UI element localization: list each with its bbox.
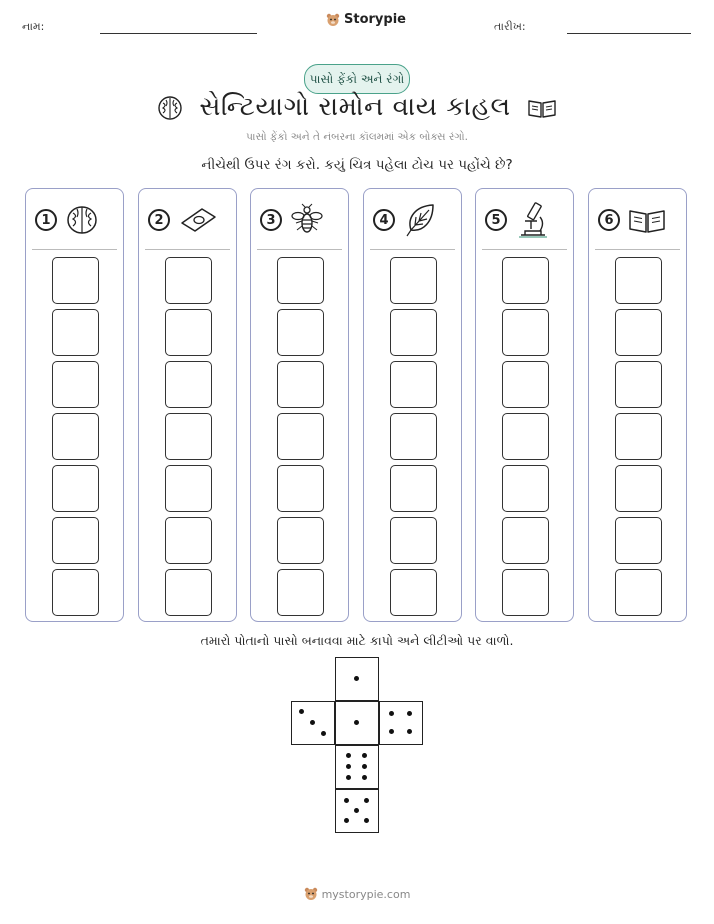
bear-logo-icon: [304, 887, 318, 901]
book-icon: [527, 97, 557, 119]
die-face-1: [335, 701, 379, 745]
column-divider: [595, 249, 680, 250]
date-label: તારીખ:: [494, 20, 526, 33]
subtitle: પાસો ફેંકો અને તે નંબરના કૉલમમાં એક બોક્સ રંગો.: [246, 131, 468, 143]
color-box[interactable]: [277, 413, 324, 460]
date-line[interactable]: [567, 33, 691, 34]
column-header: [485, 203, 567, 237]
color-box[interactable]: [165, 309, 212, 356]
microscope-icon: [515, 201, 549, 239]
die-face-6: [335, 745, 379, 789]
color-box[interactable]: [502, 361, 549, 408]
color-box[interactable]: [390, 361, 437, 408]
column-number: 5: [485, 209, 507, 231]
name-line[interactable]: [100, 33, 257, 34]
color-box[interactable]: [502, 465, 549, 512]
color-box[interactable]: [390, 517, 437, 564]
color-box[interactable]: [615, 465, 662, 512]
column-number: 1: [35, 209, 57, 231]
color-box[interactable]: [52, 465, 99, 512]
column-header: [260, 203, 342, 237]
leaf-icon: [403, 202, 437, 238]
storypie-logo: [326, 12, 406, 27]
die-face-4: [379, 701, 423, 745]
activity-badge: પાસો ફેંકો અને રંગો: [304, 64, 410, 94]
die-face-5: [335, 789, 379, 833]
color-box[interactable]: [165, 465, 212, 512]
brain-icon: [65, 203, 99, 237]
column-2: [138, 188, 237, 622]
color-box[interactable]: [52, 517, 99, 564]
color-box[interactable]: [390, 309, 437, 356]
color-box[interactable]: [502, 309, 549, 356]
pip: [346, 764, 351, 769]
color-box[interactable]: [615, 361, 662, 408]
column-divider: [370, 249, 455, 250]
column-header: [373, 203, 455, 237]
bear-logo-icon: [326, 13, 340, 27]
pip: [354, 808, 359, 813]
color-box[interactable]: [502, 569, 549, 616]
color-box[interactable]: [52, 569, 99, 616]
color-box[interactable]: [165, 413, 212, 460]
pip: [344, 818, 349, 823]
color-box[interactable]: [615, 569, 662, 616]
column-header: [35, 203, 117, 237]
column-header: [598, 203, 680, 237]
pip: [362, 753, 367, 758]
color-box[interactable]: [52, 413, 99, 460]
column-divider: [482, 249, 567, 250]
pip: [310, 720, 315, 725]
color-box[interactable]: [502, 257, 549, 304]
color-box[interactable]: [502, 413, 549, 460]
color-box[interactable]: [277, 257, 324, 304]
color-box[interactable]: [615, 257, 662, 304]
color-box[interactable]: [165, 569, 212, 616]
column-divider: [145, 249, 230, 250]
pip: [346, 775, 351, 780]
pip: [389, 711, 394, 716]
pip: [407, 711, 412, 716]
column-number: 6: [598, 209, 620, 231]
color-box[interactable]: [277, 361, 324, 408]
name-label: નામ:: [22, 20, 45, 33]
pip: [344, 798, 349, 803]
color-box[interactable]: [502, 517, 549, 564]
page-title: સેન્ટિયાગો રામોન વાય કાહલ: [199, 92, 511, 122]
pip: [407, 729, 412, 734]
color-box[interactable]: [52, 257, 99, 304]
color-box[interactable]: [277, 569, 324, 616]
color-box[interactable]: [52, 309, 99, 356]
color-box[interactable]: [390, 465, 437, 512]
color-box[interactable]: [615, 517, 662, 564]
die-instruction: તમારો પોતાનો પાસો બનાવવા માટે કાપો અને લીટીઓ પર વાળો.: [200, 633, 514, 648]
book-icon: [628, 205, 666, 235]
pip: [389, 729, 394, 734]
color-box[interactable]: [390, 257, 437, 304]
column-divider: [257, 249, 342, 250]
pip: [362, 764, 367, 769]
footer: [0, 887, 714, 901]
color-box[interactable]: [277, 517, 324, 564]
title-row: [0, 92, 714, 123]
pip: [364, 818, 369, 823]
column-number: 2: [148, 209, 170, 231]
column-header: [148, 203, 230, 237]
column-number: 4: [373, 209, 395, 231]
color-box[interactable]: [277, 309, 324, 356]
color-box[interactable]: [165, 517, 212, 564]
microscope-slide-icon: [178, 205, 218, 235]
color-box[interactable]: [615, 413, 662, 460]
brand-name: Storypie: [344, 12, 406, 27]
pip: [321, 731, 326, 736]
pip: [354, 720, 359, 725]
color-box[interactable]: [165, 361, 212, 408]
pip: [346, 753, 351, 758]
color-box[interactable]: [277, 465, 324, 512]
color-box[interactable]: [52, 361, 99, 408]
column-6: [588, 188, 687, 622]
footer-url[interactable]: mystorypie.com: [321, 887, 411, 901]
color-box[interactable]: [390, 569, 437, 616]
die-face-1: [335, 657, 379, 701]
pip: [354, 676, 359, 681]
bee-icon: [290, 203, 324, 237]
die-face-3: [291, 701, 335, 745]
color-box[interactable]: [615, 309, 662, 356]
column-4: [363, 188, 462, 622]
pip: [364, 798, 369, 803]
pip: [362, 775, 367, 780]
color-box[interactable]: [390, 413, 437, 460]
color-box[interactable]: [165, 257, 212, 304]
column-3: [250, 188, 349, 622]
column-5: [475, 188, 574, 622]
column-divider: [32, 249, 117, 250]
instruction: નીચેથી ઉપર રંગ કરો. કયું ચિત્ર પહેલા ટોચ પર પહોંચે છે?: [201, 157, 513, 173]
brain-icon: [157, 95, 183, 121]
pip: [299, 709, 304, 714]
column-1: [25, 188, 124, 622]
column-number: 3: [260, 209, 282, 231]
